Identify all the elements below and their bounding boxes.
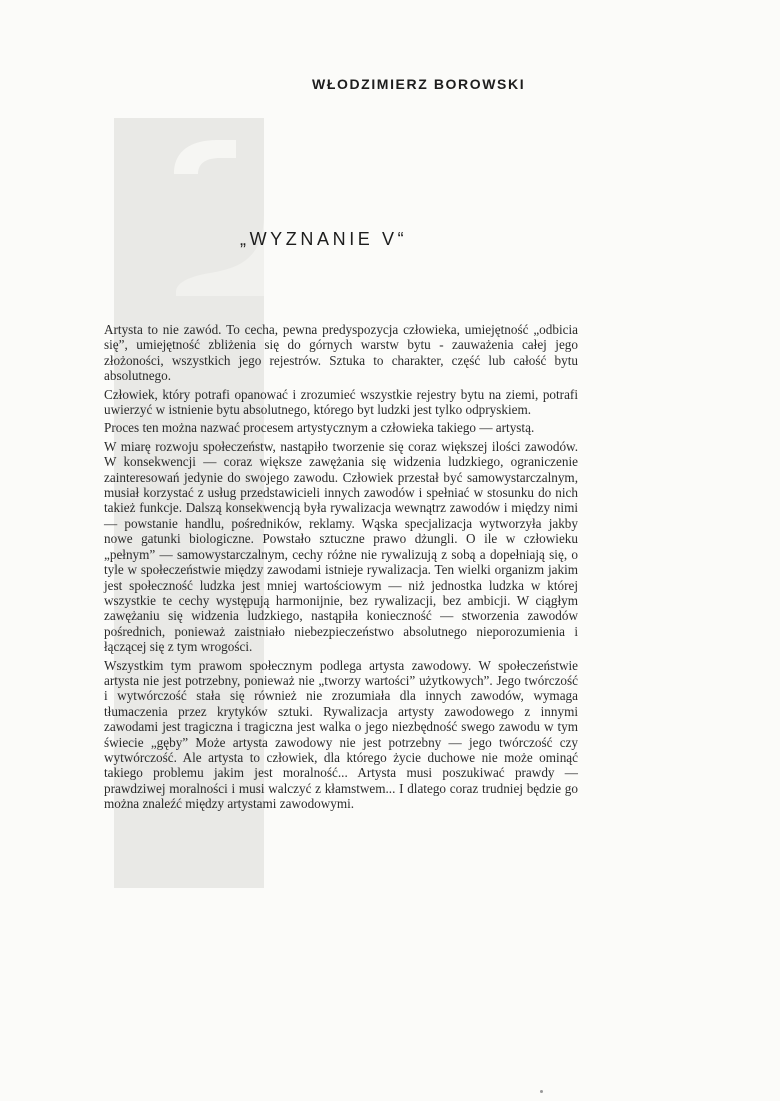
paragraph: Wszystkim tym prawom społecznym podlega artysta zawodowy. W społeczeństwie artysta nie jest potrzebny, ponieważ nie „tworzy wartości” użytkowych”. Jego twórczość i wytwórczość stała się również nie zrozumiała dla innych zawodów, wymaga tłumaczenia przez krytyków sztuki. Rywalizacja artysty zawodowego z innymi zawodami jest tragiczna i tragiczna jest walka o jego niezbędność swego zawodu w tym świecie „gęby” Może artysta zawodowy nie jest potrzebny — jego twórczość czy wytwórczość. Ale artysta to człowiek, dla którego życie duchowe nie może ominąć takiego problemu jakim jest moralność... Artysta musi poszukiwać prawdy — prawdziwej moralności i musi walczyć z kłamstwem... I dlatego coraz trudniej będzie go można znaleźć między artystami zawodowymi. [104, 657, 578, 812]
print-speck [540, 1090, 543, 1093]
paragraph: W miarę rozwoju społeczeństw, nastąpiło tworzenie się coraz większej ilości zawodów. W konsekwencji — coraz większe zawężania się widzenia ludzkiego, ograniczenie zainteresowań jedynie do swojego zawodu. Człowiek przestał być samowystarczalnym, musiał korzystać z usług przedstawicieli innych zawodów i spełniać w stosunku do nich takież funkcje. Dalszą konsekwencją była rywalizacja wewnątrz zawodów i między nimi — powstanie handlu, pośredników, reklamy. Wąska specjalizacja wytworzyła jakby nowe gatunki biologiczne. Powstało sztuczne prawo dżungli. O ile w człowieku „pełnym” — samowystarczalnym, cechy różne nie rywalizują z sobą a dopełniają się, o tyle w społeczeństwie między zawodami istnieje rywalizacja. Ten wielki organizm jakim jest społeczność ludzka jest mniej wartościowym — niż jednostka ludzka w której wszystkie te cechy występują harmonijnie, bez rywalizacji, bez ambicji. W ciągłym zawężaniu się widzenia ludzkiego, nastąpiła konieczność — stworzenia zawodów pośrednich, ponieważ zaistniało niebezpieczeństwo absolutnego nieporozumienia i łączącej się z tym wrogości. [104, 438, 578, 655]
article-title: „WYZNANIE V“ [240, 229, 408, 249]
paragraph: Artysta to nie zawód. To cecha, pewna predyspozycja człowieka, umiejętność „odbicia się”, umiejętność zbliżenia się do górnych warstw bytu - zauważenia całej jego złożoności, wszystkich jego rejestrów. Sztuka to charakter, część lub całość bytu absolutnego. [104, 322, 578, 384]
article-body [104, 322, 578, 815]
paragraph: Proces ten można nazwać procesem artystycznym a człowieka takiego — artystą. [104, 420, 535, 436]
paragraph: Człowiek, który potrafi opanować i zrozumieć wszystkie rejestry bytu na ziemi, potrafi uwierzyć w istnienie bytu absolutnego, którego byt ludzki jest tylko odpryskiem. [104, 386, 578, 418]
author-name: WŁODZIMIERZ BOROWSKI [312, 76, 526, 92]
